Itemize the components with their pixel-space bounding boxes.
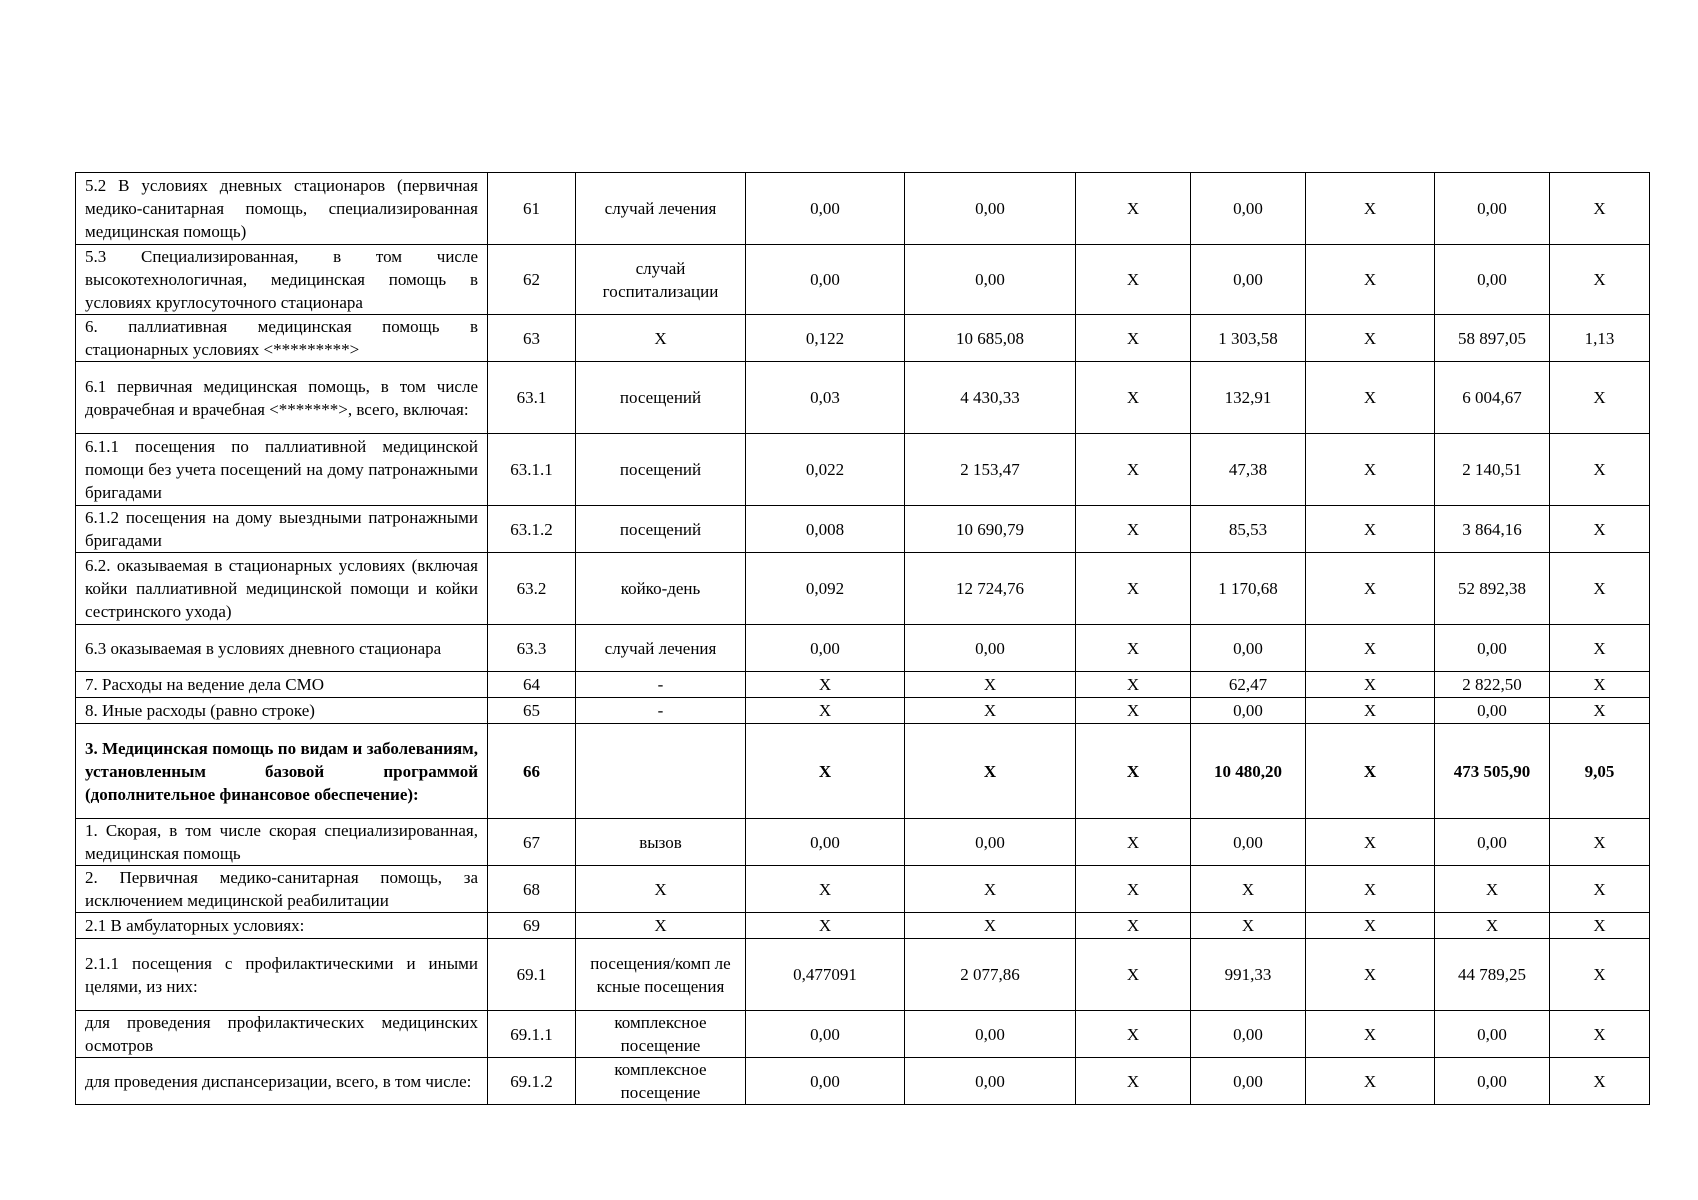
table-row <box>76 173 1650 245</box>
row-name-cell: 6.1 первичная медицинская помощь, в том числе доврачебная и врачебная <*******>, всего, включая: <box>76 362 488 434</box>
row-unit-cell: посещений <box>576 506 746 553</box>
col-8-cell: Х <box>1306 1058 1435 1105</box>
col-5-cell: 2 077,86 <box>905 939 1076 1011</box>
row-code-cell: 69.1.1 <box>488 1011 576 1058</box>
row-name-cell: 1. Скорая, в том числе скорая специализированная, медицинская помощь <box>76 819 488 866</box>
col-10-cell: Х <box>1550 1058 1650 1105</box>
col-4-cell: Х <box>746 698 905 724</box>
col-4-cell: 0,022 <box>746 434 905 506</box>
col-7-cell: 1 170,68 <box>1191 553 1306 625</box>
table-row <box>76 315 1650 362</box>
row-name-cell: 6.1.2 посещения на дому выездными патронажными бригадами <box>76 506 488 553</box>
col-8-cell: Х <box>1306 506 1435 553</box>
col-9-cell: 0,00 <box>1435 698 1550 724</box>
row-name-cell: 2. Первичная медико-санитарная помощь, за исключением медицинской реабилитации <box>76 866 488 913</box>
row-name-cell: 7. Расходы на ведение дела СМО <box>76 672 488 698</box>
col-6-cell: Х <box>1076 1058 1191 1105</box>
col-4-cell: Х <box>746 866 905 913</box>
col-10-cell: Х <box>1550 553 1650 625</box>
col-8-cell: Х <box>1306 913 1435 939</box>
col-9-cell: Х <box>1435 866 1550 913</box>
col-7-cell: 10 480,20 <box>1191 724 1306 819</box>
col-4-cell: 0,092 <box>746 553 905 625</box>
row-name-cell: 6.2. оказываемая в стационарных условиях (включая койки паллиативной медицинской помощи и койки сестринского ухода) <box>76 553 488 625</box>
row-code-cell: 66 <box>488 724 576 819</box>
col-7-cell: 0,00 <box>1191 245 1306 315</box>
col-7-cell: Х <box>1191 913 1306 939</box>
table-row <box>76 434 1650 506</box>
col-9-cell: 2 822,50 <box>1435 672 1550 698</box>
table-row <box>76 1011 1650 1058</box>
col-5-cell: Х <box>905 724 1076 819</box>
row-code-cell: 69.1 <box>488 939 576 1011</box>
col-6-cell: Х <box>1076 315 1191 362</box>
col-8-cell: Х <box>1306 245 1435 315</box>
row-code-cell: 62 <box>488 245 576 315</box>
col-8-cell: Х <box>1306 173 1435 245</box>
row-unit-cell: посещений <box>576 434 746 506</box>
row-code-cell: 69.1.2 <box>488 1058 576 1105</box>
col-9-cell: 0,00 <box>1435 1058 1550 1105</box>
col-5-cell: 0,00 <box>905 173 1076 245</box>
col-4-cell: Х <box>746 913 905 939</box>
row-unit-cell: посещений <box>576 362 746 434</box>
col-5-cell: 10 685,08 <box>905 315 1076 362</box>
table-row <box>76 1058 1650 1105</box>
row-unit-cell: комплексное посещение <box>576 1058 746 1105</box>
col-8-cell: Х <box>1306 724 1435 819</box>
row-unit-cell: случай лечения <box>576 173 746 245</box>
row-unit-cell: вызов <box>576 819 746 866</box>
col-4-cell: 0,00 <box>746 1011 905 1058</box>
row-unit-cell: случай лечения <box>576 625 746 672</box>
col-8-cell: Х <box>1306 362 1435 434</box>
col-8-cell: Х <box>1306 866 1435 913</box>
row-name-cell: для проведения диспансеризации, всего, в том числе: <box>76 1058 488 1105</box>
col-5-cell: Х <box>905 913 1076 939</box>
row-unit-cell <box>576 724 746 819</box>
table-row <box>76 506 1650 553</box>
col-4-cell: 0,122 <box>746 315 905 362</box>
col-7-cell: Х <box>1191 866 1306 913</box>
col-6-cell: Х <box>1076 506 1191 553</box>
row-code-cell: 69 <box>488 913 576 939</box>
col-7-cell: 0,00 <box>1191 698 1306 724</box>
row-name-cell: 6.3 оказываемая в условиях дневного стационара <box>76 625 488 672</box>
col-8-cell: Х <box>1306 1011 1435 1058</box>
col-9-cell: 2 140,51 <box>1435 434 1550 506</box>
col-10-cell: Х <box>1550 1011 1650 1058</box>
row-code-cell: 63.3 <box>488 625 576 672</box>
col-9-cell: Х <box>1435 913 1550 939</box>
col-5-cell: Х <box>905 866 1076 913</box>
col-7-cell: 0,00 <box>1191 173 1306 245</box>
col-10-cell: Х <box>1550 939 1650 1011</box>
col-6-cell: Х <box>1076 698 1191 724</box>
table-row <box>76 362 1650 434</box>
col-5-cell: 0,00 <box>905 1058 1076 1105</box>
col-5-cell: Х <box>905 672 1076 698</box>
col-6-cell: Х <box>1076 724 1191 819</box>
col-7-cell: 0,00 <box>1191 1011 1306 1058</box>
col-10-cell: Х <box>1550 506 1650 553</box>
table-row <box>76 672 1650 698</box>
col-10-cell: Х <box>1550 866 1650 913</box>
col-8-cell: Х <box>1306 434 1435 506</box>
financing-table <box>75 172 1650 1105</box>
table-row <box>76 724 1650 819</box>
col-5-cell: Х <box>905 698 1076 724</box>
row-unit-cell: койко-день <box>576 553 746 625</box>
row-unit-cell: Х <box>576 866 746 913</box>
table-row <box>76 866 1650 913</box>
col-10-cell: Х <box>1550 625 1650 672</box>
row-name-cell: 6. паллиативная медицинская помощь в стационарных условиях <*********> <box>76 315 488 362</box>
col-8-cell: Х <box>1306 553 1435 625</box>
table-row <box>76 698 1650 724</box>
col-7-cell: 991,33 <box>1191 939 1306 1011</box>
col-6-cell: Х <box>1076 913 1191 939</box>
row-code-cell: 63.1.1 <box>488 434 576 506</box>
col-5-cell: 0,00 <box>905 1011 1076 1058</box>
col-8-cell: Х <box>1306 672 1435 698</box>
col-4-cell: Х <box>746 672 905 698</box>
row-code-cell: 67 <box>488 819 576 866</box>
col-10-cell: Х <box>1550 245 1650 315</box>
table-row <box>76 939 1650 1011</box>
row-name-cell: 8. Иные расходы (равно строке) <box>76 698 488 724</box>
col-10-cell: Х <box>1550 434 1650 506</box>
col-6-cell: Х <box>1076 1011 1191 1058</box>
col-7-cell: 62,47 <box>1191 672 1306 698</box>
col-6-cell: Х <box>1076 434 1191 506</box>
col-9-cell: 473 505,90 <box>1435 724 1550 819</box>
table-row <box>76 553 1650 625</box>
col-4-cell: 0,03 <box>746 362 905 434</box>
col-5-cell: 0,00 <box>905 625 1076 672</box>
col-6-cell: Х <box>1076 819 1191 866</box>
col-10-cell: Х <box>1550 672 1650 698</box>
col-7-cell: 0,00 <box>1191 1058 1306 1105</box>
col-6-cell: Х <box>1076 866 1191 913</box>
row-unit-cell: Х <box>576 913 746 939</box>
col-8-cell: Х <box>1306 939 1435 1011</box>
col-9-cell: 6 004,67 <box>1435 362 1550 434</box>
col-4-cell: 0,477091 <box>746 939 905 1011</box>
col-10-cell: Х <box>1550 913 1650 939</box>
col-8-cell: Х <box>1306 315 1435 362</box>
table-row <box>76 245 1650 315</box>
col-9-cell: 0,00 <box>1435 173 1550 245</box>
row-name-cell: 5.3 Специализированная, в том числе высокотехнологичная, медицинская помощь в условиях круглосуточного стационара <box>76 245 488 315</box>
row-name-cell: 2.1 В амбулаторных условиях: <box>76 913 488 939</box>
row-unit-cell: комплексное посещение <box>576 1011 746 1058</box>
col-9-cell: 0,00 <box>1435 245 1550 315</box>
row-unit-cell: случай госпитализации <box>576 245 746 315</box>
col-10-cell: Х <box>1550 819 1650 866</box>
col-4-cell: 0,00 <box>746 173 905 245</box>
col-6-cell: Х <box>1076 362 1191 434</box>
col-8-cell: Х <box>1306 625 1435 672</box>
col-7-cell: 0,00 <box>1191 819 1306 866</box>
col-7-cell: 1 303,58 <box>1191 315 1306 362</box>
col-7-cell: 0,00 <box>1191 625 1306 672</box>
col-7-cell: 47,38 <box>1191 434 1306 506</box>
col-6-cell: Х <box>1076 939 1191 1011</box>
col-4-cell: 0,00 <box>746 819 905 866</box>
col-6-cell: Х <box>1076 672 1191 698</box>
col-7-cell: 85,53 <box>1191 506 1306 553</box>
row-code-cell: 63.1.2 <box>488 506 576 553</box>
col-6-cell: Х <box>1076 553 1191 625</box>
col-9-cell: 58 897,05 <box>1435 315 1550 362</box>
row-code-cell: 63.1 <box>488 362 576 434</box>
table-row <box>76 819 1650 866</box>
col-10-cell: 9,05 <box>1550 724 1650 819</box>
col-5-cell: 12 724,76 <box>905 553 1076 625</box>
table-row <box>76 625 1650 672</box>
row-name-cell: 6.1.1 посещения по паллиативной медицинской помощи без учета посещений на дому патронажными бригадами <box>76 434 488 506</box>
col-9-cell: 3 864,16 <box>1435 506 1550 553</box>
col-4-cell: 0,008 <box>746 506 905 553</box>
row-code-cell: 64 <box>488 672 576 698</box>
col-5-cell: 0,00 <box>905 245 1076 315</box>
row-name-cell: 3. Медицинская помощь по видам и заболеваниям, установленным базовой программой (дополнительное финансовое обеспечение): <box>76 724 488 819</box>
col-6-cell: Х <box>1076 173 1191 245</box>
row-code-cell: 65 <box>488 698 576 724</box>
row-name-cell: 5.2 В условиях дневных стационаров (первичная медико-санитарная помощь, специализированная медицинская помощь) <box>76 173 488 245</box>
col-6-cell: Х <box>1076 245 1191 315</box>
col-4-cell: 0,00 <box>746 245 905 315</box>
col-4-cell: 0,00 <box>746 1058 905 1105</box>
row-code-cell: 63.2 <box>488 553 576 625</box>
row-unit-cell: - <box>576 672 746 698</box>
row-code-cell: 68 <box>488 866 576 913</box>
row-code-cell: 61 <box>488 173 576 245</box>
col-7-cell: 132,91 <box>1191 362 1306 434</box>
col-5-cell: 2 153,47 <box>905 434 1076 506</box>
col-8-cell: Х <box>1306 819 1435 866</box>
row-unit-cell: посещения/комп ле ксные посещения <box>576 939 746 1011</box>
col-9-cell: 0,00 <box>1435 1011 1550 1058</box>
table-row <box>76 913 1650 939</box>
col-10-cell: Х <box>1550 362 1650 434</box>
col-9-cell: 0,00 <box>1435 625 1550 672</box>
row-unit-cell: Х <box>576 315 746 362</box>
col-9-cell: 44 789,25 <box>1435 939 1550 1011</box>
row-name-cell: 2.1.1 посещения с профилактическими и иными целями, из них: <box>76 939 488 1011</box>
col-9-cell: 0,00 <box>1435 819 1550 866</box>
col-4-cell: Х <box>746 724 905 819</box>
col-5-cell: 0,00 <box>905 819 1076 866</box>
col-10-cell: 1,13 <box>1550 315 1650 362</box>
col-9-cell: 52 892,38 <box>1435 553 1550 625</box>
col-5-cell: 10 690,79 <box>905 506 1076 553</box>
row-unit-cell: - <box>576 698 746 724</box>
col-10-cell: Х <box>1550 698 1650 724</box>
col-10-cell: Х <box>1550 173 1650 245</box>
col-8-cell: Х <box>1306 698 1435 724</box>
col-5-cell: 4 430,33 <box>905 362 1076 434</box>
col-4-cell: 0,00 <box>746 625 905 672</box>
row-code-cell: 63 <box>488 315 576 362</box>
row-name-cell: для проведения профилактических медицинских осмотров <box>76 1011 488 1058</box>
col-6-cell: Х <box>1076 625 1191 672</box>
